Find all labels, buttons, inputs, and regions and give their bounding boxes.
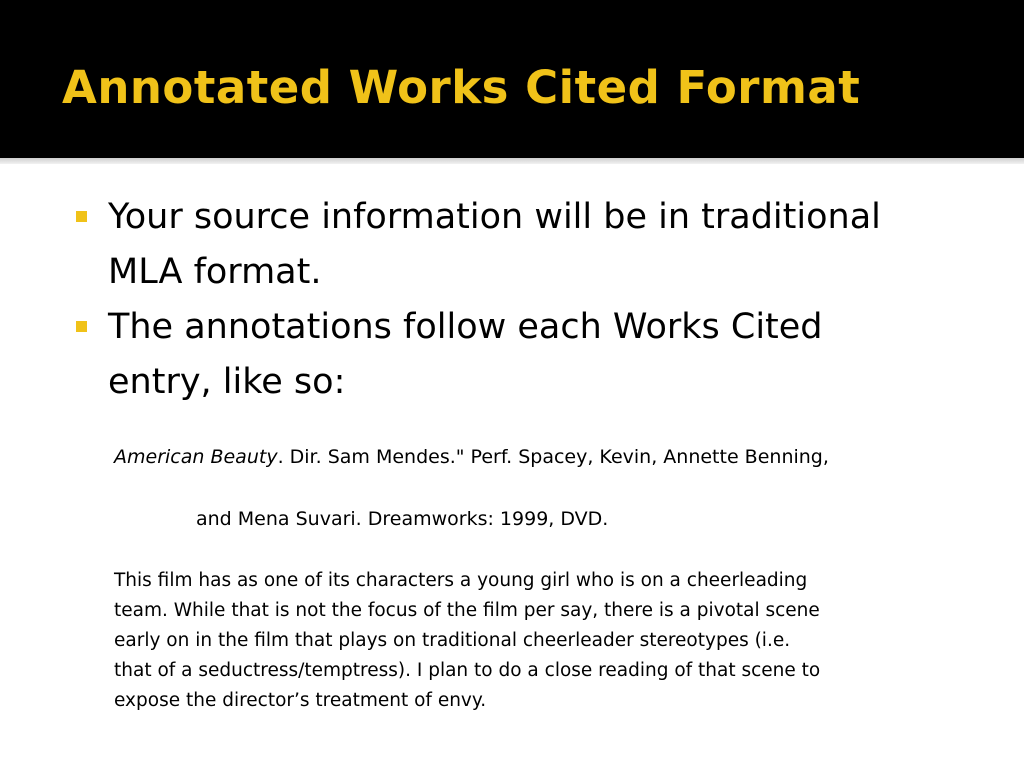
bullet-text-line: Your source information will be in traditional bbox=[108, 197, 881, 237]
citation-details: . Dir. Sam Mendes." Perf. Spacey, Kevin, Annette Benning, bbox=[277, 446, 829, 468]
citation-film-title: American Beauty bbox=[114, 446, 278, 468]
annotation-paragraph bbox=[114, 566, 934, 716]
annotation-line: This film has as one of its characters a young girl who is on a cheerleading bbox=[114, 570, 808, 591]
annotation-line: team. While that is not the focus of the film per say, there is a pivotal scene bbox=[114, 600, 820, 621]
bullet-item-annotations bbox=[74, 300, 974, 410]
annotation-line: early on in the film that plays on traditional cheerleader stereotypes (i.e. bbox=[114, 630, 791, 651]
annotation-line: that of a seductress/temptress). I plan to do a close reading of that scene to bbox=[114, 660, 821, 681]
citation-entry bbox=[114, 442, 974, 472]
bullet-list bbox=[74, 190, 974, 410]
bullet-text-line: MLA format. bbox=[108, 252, 322, 292]
slide-title: Annotated Works Cited Format bbox=[62, 61, 861, 114]
bullet-item-source-info bbox=[74, 190, 974, 300]
annotation-line: expose the director’s treatment of envy. bbox=[114, 690, 487, 711]
square-bullet-icon bbox=[76, 211, 87, 222]
bullet-text-line: The annotations follow each Works Cited bbox=[108, 307, 823, 347]
square-bullet-icon bbox=[76, 321, 87, 332]
title-divider bbox=[0, 158, 1024, 164]
title-bar bbox=[0, 0, 1024, 158]
citation-hanging-indent-line: and Mena Suvari. Dreamworks: 1999, DVD. bbox=[196, 508, 609, 530]
bullet-text-line: entry, like so: bbox=[108, 362, 346, 402]
